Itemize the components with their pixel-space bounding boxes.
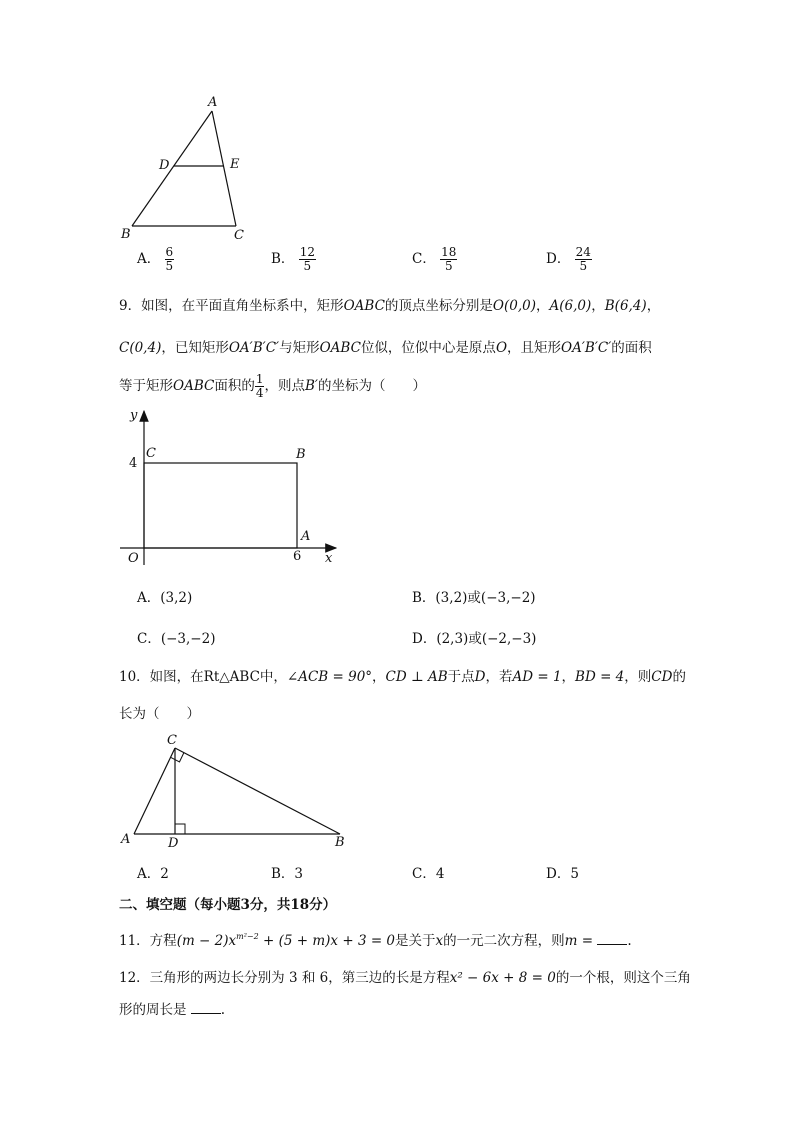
q12-text: 12．三角形的两边长分别为 3 和 6，第三边的长是方程 xyxy=(119,970,450,986)
q10-label-b: B xyxy=(335,835,345,850)
q10-bd: BD = 4 xyxy=(575,669,625,685)
q10-text: 于点 xyxy=(447,669,475,685)
numerator: 1 xyxy=(255,372,264,386)
numerator: 18 xyxy=(441,245,457,259)
q12-line-2 xyxy=(119,998,225,1018)
q11-answer-label: m = xyxy=(564,933,594,949)
q9-tick-6: 6 xyxy=(293,549,302,564)
q10-option-b[interactable]: B．3 xyxy=(271,866,304,882)
q11-answer-blank[interactable] xyxy=(597,934,627,945)
q9-text: 面积的 xyxy=(214,378,255,394)
q10-right-triangle-figure xyxy=(120,735,360,845)
q10-ad: AD = 1 xyxy=(512,669,562,685)
q9-oabc: OABC xyxy=(343,298,385,314)
q12-text: 的一个根，则这个三角 xyxy=(555,970,691,986)
q9-text: 与矩形 xyxy=(279,340,320,356)
denominator: 5 xyxy=(579,259,588,273)
q11-var: x xyxy=(435,933,444,949)
q10-option-d[interactable]: D．5 xyxy=(546,866,579,882)
q8-option-d-fraction xyxy=(575,246,592,273)
q9-label-a: A xyxy=(301,529,311,544)
q9-text: ，则点 xyxy=(264,378,305,394)
q10-text: ， xyxy=(372,669,386,685)
q9-oabc-prime: OA′B′C′ xyxy=(561,340,612,356)
q9-text: 等于矩形 xyxy=(119,378,173,394)
q12-answer-blank[interactable] xyxy=(191,1003,221,1014)
q9-text: 的顶点坐标分别是 xyxy=(384,298,493,314)
q9-oabc-prime: OA′B′C′ xyxy=(228,340,280,356)
q9-label-y: y xyxy=(130,408,138,423)
q9-oabc: OABC xyxy=(173,378,215,394)
numerator: 24 xyxy=(575,245,591,259)
denominator: 5 xyxy=(303,259,312,273)
q12-text: 形的周长是 xyxy=(119,1002,187,1018)
denominator: 5 xyxy=(165,259,174,273)
q10-option-c[interactable]: C．4 xyxy=(412,866,445,882)
q9-origin: O xyxy=(495,340,508,356)
q8-option-b[interactable] xyxy=(271,246,316,273)
q12-equation: x² − 6x + 8 = 0 xyxy=(449,970,556,986)
denominator: 5 xyxy=(444,259,453,273)
q8-label-e: E xyxy=(230,157,240,172)
q12-line-1 xyxy=(119,966,691,986)
q10-right-angle-d xyxy=(175,824,185,834)
q11-text: 是关于 xyxy=(395,933,436,949)
q9-label-x: x xyxy=(325,551,333,566)
q9-text: 的坐标为（ ） xyxy=(317,378,426,394)
q8-label-b: B xyxy=(121,227,131,242)
numerator: 6 xyxy=(165,245,174,259)
q11-end: . xyxy=(627,933,632,949)
q9-rectangle-oabc xyxy=(144,463,297,548)
q10-text: 的 xyxy=(672,669,686,685)
q8-option-b-letter: B． xyxy=(271,251,295,267)
numerator: 12 xyxy=(299,245,315,259)
q10-angle: ∠ACB = 90° xyxy=(286,669,373,685)
q9-text: 位似，位似中心是原点 xyxy=(360,340,496,356)
q8-option-d[interactable] xyxy=(546,246,592,273)
q9-sep: ， xyxy=(591,298,605,314)
q9-coordinate-figure xyxy=(110,405,350,575)
q9-option-b[interactable]: B．(3,2)或(−3,−2) xyxy=(412,590,536,606)
q10-line-1 xyxy=(119,665,686,685)
section-title: 二、填空题（每小题3分，共18分） xyxy=(119,897,337,913)
q8-option-a[interactable] xyxy=(137,246,174,273)
q10-text: ，若 xyxy=(485,669,513,685)
q10-label-d: D xyxy=(168,836,179,851)
q10-text: 10．如图，在Rt△ABC中， xyxy=(119,669,287,685)
q9-label-c: C xyxy=(146,446,156,461)
q11-expr: + (5 + m)x + 3 = 0 xyxy=(258,933,396,949)
q10-label-a: A xyxy=(121,832,131,847)
q10-point-d: D xyxy=(474,669,486,685)
q9-line-2 xyxy=(119,336,652,356)
q10-text: ，则 xyxy=(624,669,652,685)
q10-line-2: 长为（ ） xyxy=(119,706,200,722)
q11-exponent: m²−2 xyxy=(236,932,259,941)
q8-label-a: A xyxy=(208,95,218,110)
q9-b-prime: B′ xyxy=(304,378,318,394)
denominator: 4 xyxy=(255,386,264,400)
q9-text: 9．如图，在平面直角坐标系中，矩形 xyxy=(119,298,344,314)
q8-side-ab xyxy=(132,111,212,226)
q10-perpendicular: CD ⊥ AB xyxy=(385,669,448,685)
q9-text: ，已知矩形 xyxy=(161,340,229,356)
q11-line xyxy=(119,929,632,949)
q9-oabc: OABC xyxy=(319,340,361,356)
q9-line-3 xyxy=(119,373,426,400)
q10-label-c: C xyxy=(167,733,177,748)
q8-option-b-fraction xyxy=(299,246,316,273)
q8-label-c: C xyxy=(234,228,244,243)
q9-label-o: O xyxy=(128,551,139,566)
q8-option-d-letter: D． xyxy=(546,251,571,267)
q8-option-c-fraction xyxy=(440,246,457,273)
q9-sep: ， xyxy=(646,298,661,314)
q11-expr: (m − 2)x xyxy=(176,933,237,949)
q10-side-ca xyxy=(134,748,175,834)
q9-point-b: B(6,4) xyxy=(604,298,647,314)
q9-label-b: B xyxy=(296,447,306,462)
q9-point-o: O(0,0) xyxy=(492,298,536,314)
q9-text: ，且矩形 xyxy=(507,340,562,356)
q12-end: . xyxy=(220,1002,226,1018)
q10-text: ， xyxy=(561,669,576,685)
q10-cd: CD xyxy=(651,669,673,685)
q8-option-c[interactable] xyxy=(412,246,457,273)
q10-option-a[interactable]: A．2 xyxy=(137,866,169,882)
q9-option-d[interactable]: D．(2,3)或(−2,−3) xyxy=(412,631,537,647)
q11-text: 11．方程 xyxy=(119,933,177,949)
q9-line-1 xyxy=(119,294,660,314)
q11-text: 的一元二次方程，则 xyxy=(443,933,565,949)
q8-label-d: D xyxy=(159,158,170,173)
q9-sep: ， xyxy=(536,298,550,314)
q8-option-c-letter: C． xyxy=(412,251,436,267)
q10-side-cb xyxy=(175,748,340,834)
q9-point-c: C(0,4) xyxy=(119,340,162,356)
q9-tick-4: 4 xyxy=(129,456,138,471)
q8-option-a-fraction xyxy=(165,246,175,273)
q9-option-c[interactable]: C．(−3,−2) xyxy=(137,631,216,647)
q9-point-a: A(6,0) xyxy=(549,298,592,314)
q9-option-a[interactable]: A．(3,2) xyxy=(137,590,193,606)
q8-option-a-letter: A． xyxy=(137,251,161,267)
q9-text: 的面积 xyxy=(611,340,652,356)
